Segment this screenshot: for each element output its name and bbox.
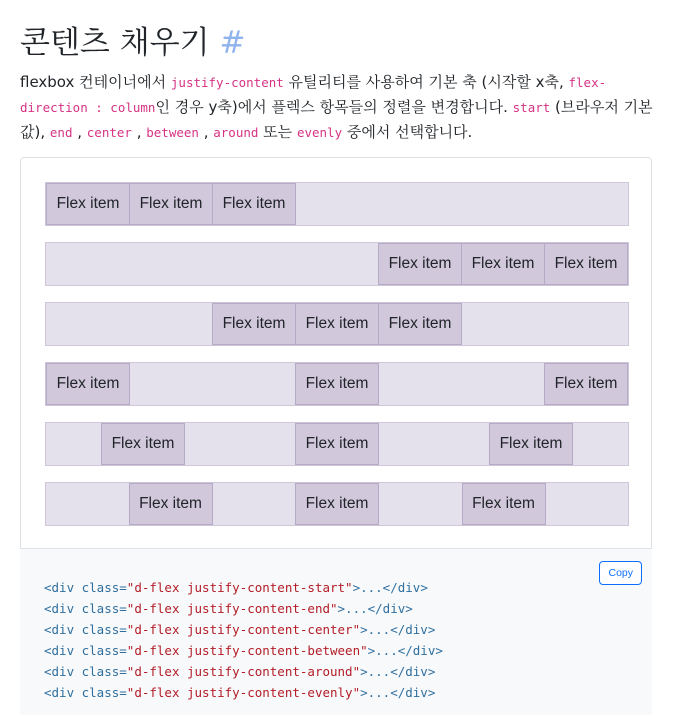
flex-item: Flex item: [101, 423, 185, 465]
inline-code: center: [86, 125, 132, 140]
flex-item: Flex item: [544, 243, 628, 285]
flex-item: Flex item: [295, 483, 379, 525]
flex-item: Flex item: [46, 183, 130, 225]
flex-row-end: [45, 242, 629, 286]
flex-item: Flex item: [544, 363, 628, 405]
code-line: <div class="d-flex justify-content-end">...</div>: [44, 601, 413, 616]
description-text: (브라우저 기본값),: [20, 98, 653, 141]
flex-item: Flex item: [212, 183, 296, 225]
description-text: ,: [72, 123, 87, 141]
flex-item: Flex item: [378, 303, 462, 345]
title-text: 콘텐츠 채우기: [20, 25, 210, 61]
description-text: ,: [131, 123, 147, 141]
flex-item: Flex item: [489, 423, 573, 465]
inline-code: justify-content: [170, 75, 284, 90]
code-line: <div class="d-flex justify-content-center">...</div>: [44, 622, 436, 637]
code-snippet: [20, 549, 652, 715]
code-block: [44, 577, 443, 703]
flex-item: Flex item: [462, 483, 546, 525]
anchor-link[interactable]: #: [219, 25, 246, 61]
code-line: <div class="d-flex justify-content-start">...</div>: [44, 580, 428, 595]
inline-code: around: [213, 125, 259, 140]
description-text: 유틸리티를 사용하여 기본 축 (시작할 x축,: [283, 73, 569, 91]
inline-code: start: [512, 100, 551, 115]
inline-code: flex-direction : column: [20, 75, 607, 115]
description-text: 또는: [258, 123, 297, 141]
flex-item: Flex item: [461, 243, 545, 285]
example-preview: [20, 157, 652, 549]
inline-code: evenly: [296, 125, 343, 140]
flex-item: Flex item: [212, 303, 296, 345]
copy-button[interactable]: Copy: [599, 561, 642, 585]
page-title: [20, 22, 246, 64]
flex-row-evenly: [45, 482, 629, 526]
code-line: <div class="d-flex justify-content-between">...</div>: [44, 643, 443, 658]
flex-row-center: [45, 302, 629, 346]
description: [20, 70, 660, 145]
flex-item: Flex item: [129, 183, 213, 225]
flex-item: Flex item: [378, 243, 462, 285]
flex-row-start: [45, 182, 629, 226]
flex-item: Flex item: [295, 303, 379, 345]
description-text: 인 경우 y축)에서 플렉스 항목들의 정렬을 변경합니다.: [155, 98, 513, 116]
flex-item: Flex item: [295, 363, 379, 405]
description-text: flexbox 컨테이너에서: [20, 73, 171, 91]
flex-row-between: [45, 362, 629, 406]
description-text: ,: [198, 123, 214, 141]
flex-item: Flex item: [46, 363, 130, 405]
inline-code: end: [49, 125, 73, 140]
flex-row-around: [45, 422, 629, 466]
inline-code: between: [146, 125, 199, 140]
description-text: 중에서 선택합니다.: [342, 123, 473, 141]
flex-item: Flex item: [129, 483, 213, 525]
flex-item: Flex item: [295, 423, 379, 465]
code-line: <div class="d-flex justify-content-around">...</div>: [44, 664, 436, 679]
code-line: <div class="d-flex justify-content-evenly">...</div>: [44, 685, 436, 700]
